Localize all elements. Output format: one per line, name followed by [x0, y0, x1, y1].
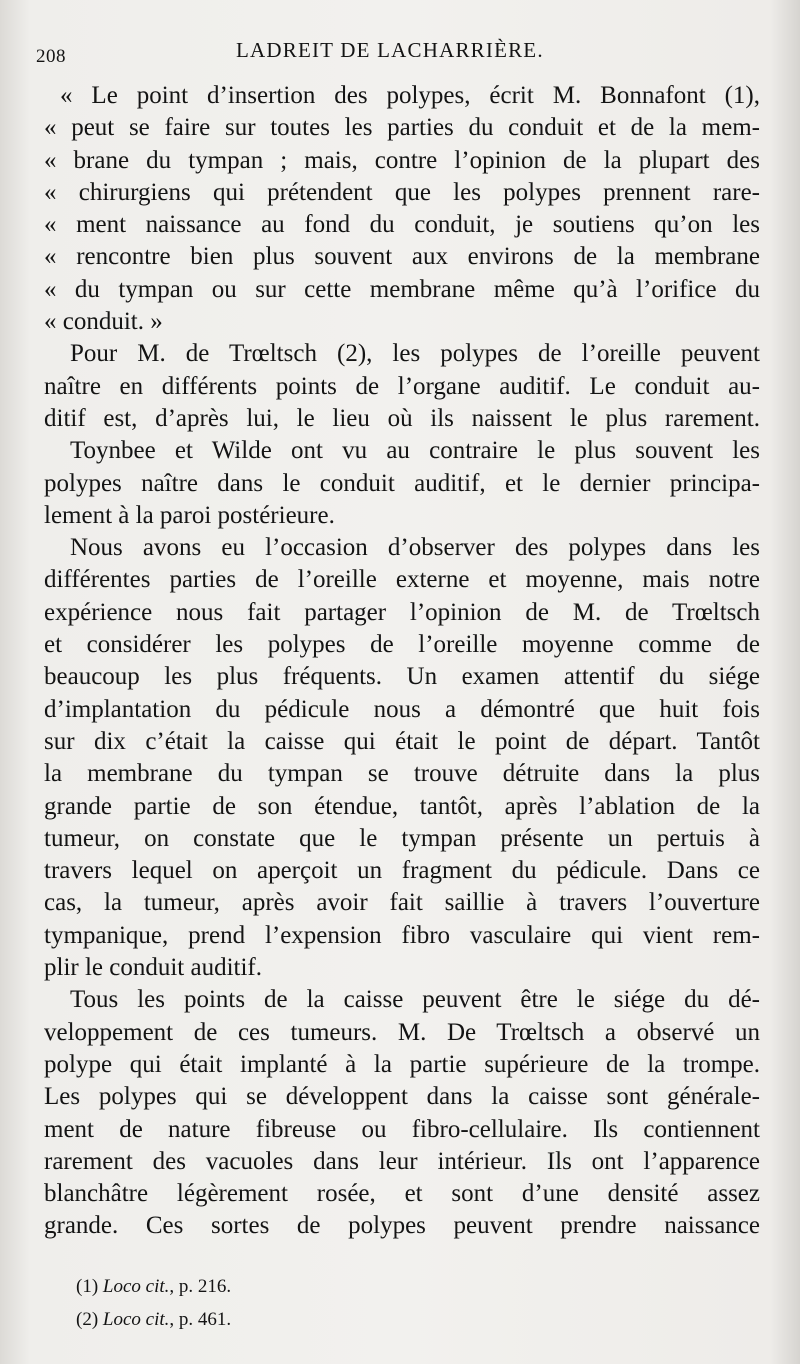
page-number: 208: [36, 46, 66, 67]
text-line: Les polypes qui se développent dans la caisse sont générale-: [44, 1083, 760, 1111]
text-line: « conduit. »: [44, 308, 163, 336]
text-line: « Le point d’insertion des polypes, écrit M. Bonnafont (1),: [60, 82, 760, 109]
text-line: « chirurgiens qui prétendent que les polypes prennent rare-: [44, 178, 760, 206]
text-line: lement à la paroi postérieure.: [44, 501, 335, 529]
text-line: cas, la tumeur, après avoir fait saillie à travers l’ouverture: [44, 889, 760, 917]
text-line: blanchâtre légèrement rosée, et sont d’une densité assez: [44, 1180, 760, 1208]
footnote-reference: , p. 216.: [169, 1276, 232, 1297]
footnote: [76, 1270, 476, 1303]
text-line: grande. Ces sortes de polypes peuvent prendre naissance: [44, 1212, 760, 1240]
text-line: Pour M. de Trœltsch (2), les polypes de l’oreille peuvent: [70, 340, 760, 368]
text-line: polypes naître dans le conduit auditif, et le dernier principa-: [44, 469, 760, 497]
text-line: ditif est, d’après lui, le lieu où ils naissent le plus rarement.: [44, 404, 760, 432]
text-line: travers lequel on aperçoit un fragment du pédicule. Dans ce: [44, 857, 760, 885]
running-head: LADREIT DE LACHARRIÈRE.: [236, 38, 544, 62]
text-line: polype qui était implanté à la partie supérieure de la trompe.: [44, 1050, 760, 1078]
text-line: « rencontre bien plus souvent aux environs de la membrane: [44, 243, 760, 271]
text-line: expérience nous fait partager l’opinion de M. de Trœltsch: [44, 598, 760, 626]
page-header: [36, 38, 756, 78]
text-line: Tous les points de la caisse peuvent être le siége du dé-: [70, 986, 760, 1014]
text-line: grande partie de son étendue, tantôt, après l’ablation de la: [44, 792, 760, 820]
text-line: « brane du tympan ; mais, contre l’opinion de la plupart des: [44, 146, 760, 174]
text-line: naître en différents points de l’organe auditif. Le conduit au-: [44, 372, 760, 400]
text-line: tumeur, on constate que le tympan présente un pertuis à: [44, 824, 760, 852]
text-line: la membrane du tympan se trouve détruite dans la plus: [44, 760, 760, 788]
text-line: d’implantation du pédicule nous a démontré que huit fois: [44, 695, 760, 723]
text-line: rarement des vacuoles dans leur intérieur. Ils ont l’apparence: [44, 1147, 760, 1175]
text-line: différentes parties de l’oreille externe et moyenne, mais notre: [44, 566, 760, 594]
footnote: [76, 1303, 476, 1336]
text-line: ment de nature fibreuse ou fibro-cellulaire. Ils contiennent: [44, 1115, 760, 1143]
text-line: et considérer les polypes de l’oreille moyenne comme de: [44, 631, 760, 659]
text-line: veloppement de ces tumeurs. M. De Trœltsch a observé un: [44, 1018, 760, 1046]
footnote-number: (2): [76, 1309, 99, 1330]
footnote-reference: , p. 461.: [169, 1309, 232, 1330]
body-text: [44, 80, 760, 1243]
text-line: « du tympan ou sur cette membrane même qu’à l’orifice du: [44, 275, 760, 303]
text-line: sur dix c’était la caisse qui était le point de départ. Tantôt: [44, 727, 760, 755]
text-line: plir le conduit auditif.: [44, 954, 263, 982]
text-line: Nous avons eu l’occasion d’observer des polypes dans les: [70, 534, 760, 562]
footnote-number: (1): [76, 1276, 99, 1297]
footnotes: [76, 1270, 476, 1336]
text-line: « peut se faire sur toutes les parties du conduit et de la mem-: [44, 114, 760, 142]
footnote-title: Loco cit.: [102, 1309, 170, 1330]
text-line: beaucoup les plus fréquents. Un examen attentif du siége: [44, 663, 760, 691]
footnote-title: Loco cit.: [102, 1276, 170, 1297]
text-line: « ment naissance au fond du conduit, je soutiens qu’on les: [44, 211, 760, 239]
text-line: tympanique, prend l’expension fibro vasculaire qui vient rem-: [44, 921, 760, 949]
text-line: Toynbee et Wilde ont vu au contraire le plus souvent les: [70, 437, 760, 465]
